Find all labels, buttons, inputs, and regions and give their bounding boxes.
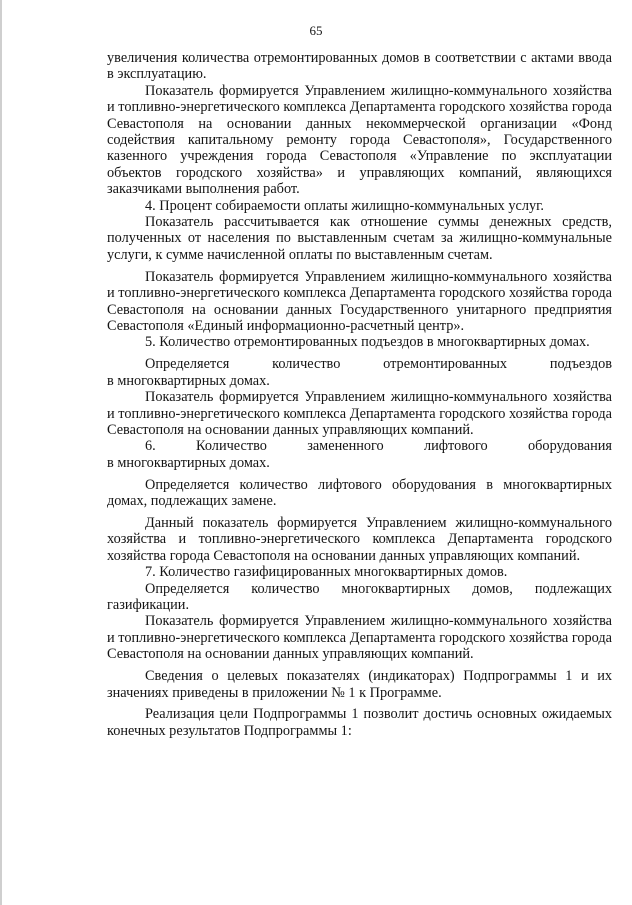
paragraph: Показатель формируется Управлением жилищно-коммунального хозяйства и топливно-энергетического комплекса Департамента городского хозяйства города Севастополя на основании данных управляющих компаний. <box>107 389 612 438</box>
paragraph: 4. Процент собираемости оплаты жилищно-коммунальных услуг. <box>145 197 544 214</box>
paragraph: 6. Количество замененного лифтового оборудования <box>145 438 612 455</box>
paragraph: Показатель формируется Управлением жилищно-коммунального хозяйства и топливно-энергетического комплекса Департамента городского хозяйства города Севастополя на основании данных управляющих компаний. <box>107 613 612 663</box>
paragraph: Сведения о целевых показателях (индикаторах) Подпрограммы 1 и их значениях приведены в приложении № 1 к Программе. <box>107 668 612 701</box>
paragraph: 7. Количество газифицированных многоквартирных домов. <box>145 564 508 581</box>
scan-edge <box>0 0 2 905</box>
paragraph: Определяется количество отремонтированных подъездов <box>145 356 612 373</box>
paragraph: в многоквартирных домах. <box>107 372 270 389</box>
paragraph: Показатель формируется Управлением жилищно-коммунального хозяйства и топливно-энергетического комплекса Департамента городского хозяйства города Севастополя на основании данных некоммерческой организации «Фонд содействия капитальному ремонту города Севастополя», Государственного казенного учреждения города Севастополя «Управление по эксплуатации объектов городского хозяйства» и управляющих компаний, являющихся заказчиками выполнения работ. <box>107 82 612 198</box>
paragraph: в многоквартирных домах. <box>107 454 270 471</box>
paragraph: Реализация цели Подпрограммы 1 позволит достичь основных ожидаемых конечных результатов Подпрограммы 1: <box>107 706 612 739</box>
paragraph: Показатель рассчитывается как отношение суммы денежных средств, полученных от населения по выставленным счетам за жилищно-коммунальные услуги, к сумме начисленной оплаты по выставленным счетам. <box>107 214 612 263</box>
body-text <box>107 50 612 739</box>
page-number: 65 <box>309 23 323 38</box>
paragraph: Определяется количество многоквартирных домов, подлежащих газификации. <box>107 580 612 613</box>
paragraph: увеличения количества отремонтированных домов в соответствии с актами ввода в эксплуатацию. <box>107 50 612 83</box>
paragraph: 5. Количество отремонтированных подъездов в многоквартирных домах. <box>145 334 590 351</box>
paragraph: Определяется количество лифтового оборудования в многоквартирных домах, подлежащих замене. <box>107 476 612 510</box>
paragraph: Показатель формируется Управлением жилищно-коммунального хозяйства и топливно-энергетического комплекса Департамента городского хозяйства города Севастополя на основании данных Государственного унитарного предприятия Севастополя «Единый информационно-расчетный центр». <box>107 268 612 334</box>
paragraph: Данный показатель формируется Управлением жилищно-коммунального хозяйства и топливно-энергетического комплекса Департамента городского хозяйства города Севастополя на основании данных управляющих компаний. <box>107 514 612 564</box>
